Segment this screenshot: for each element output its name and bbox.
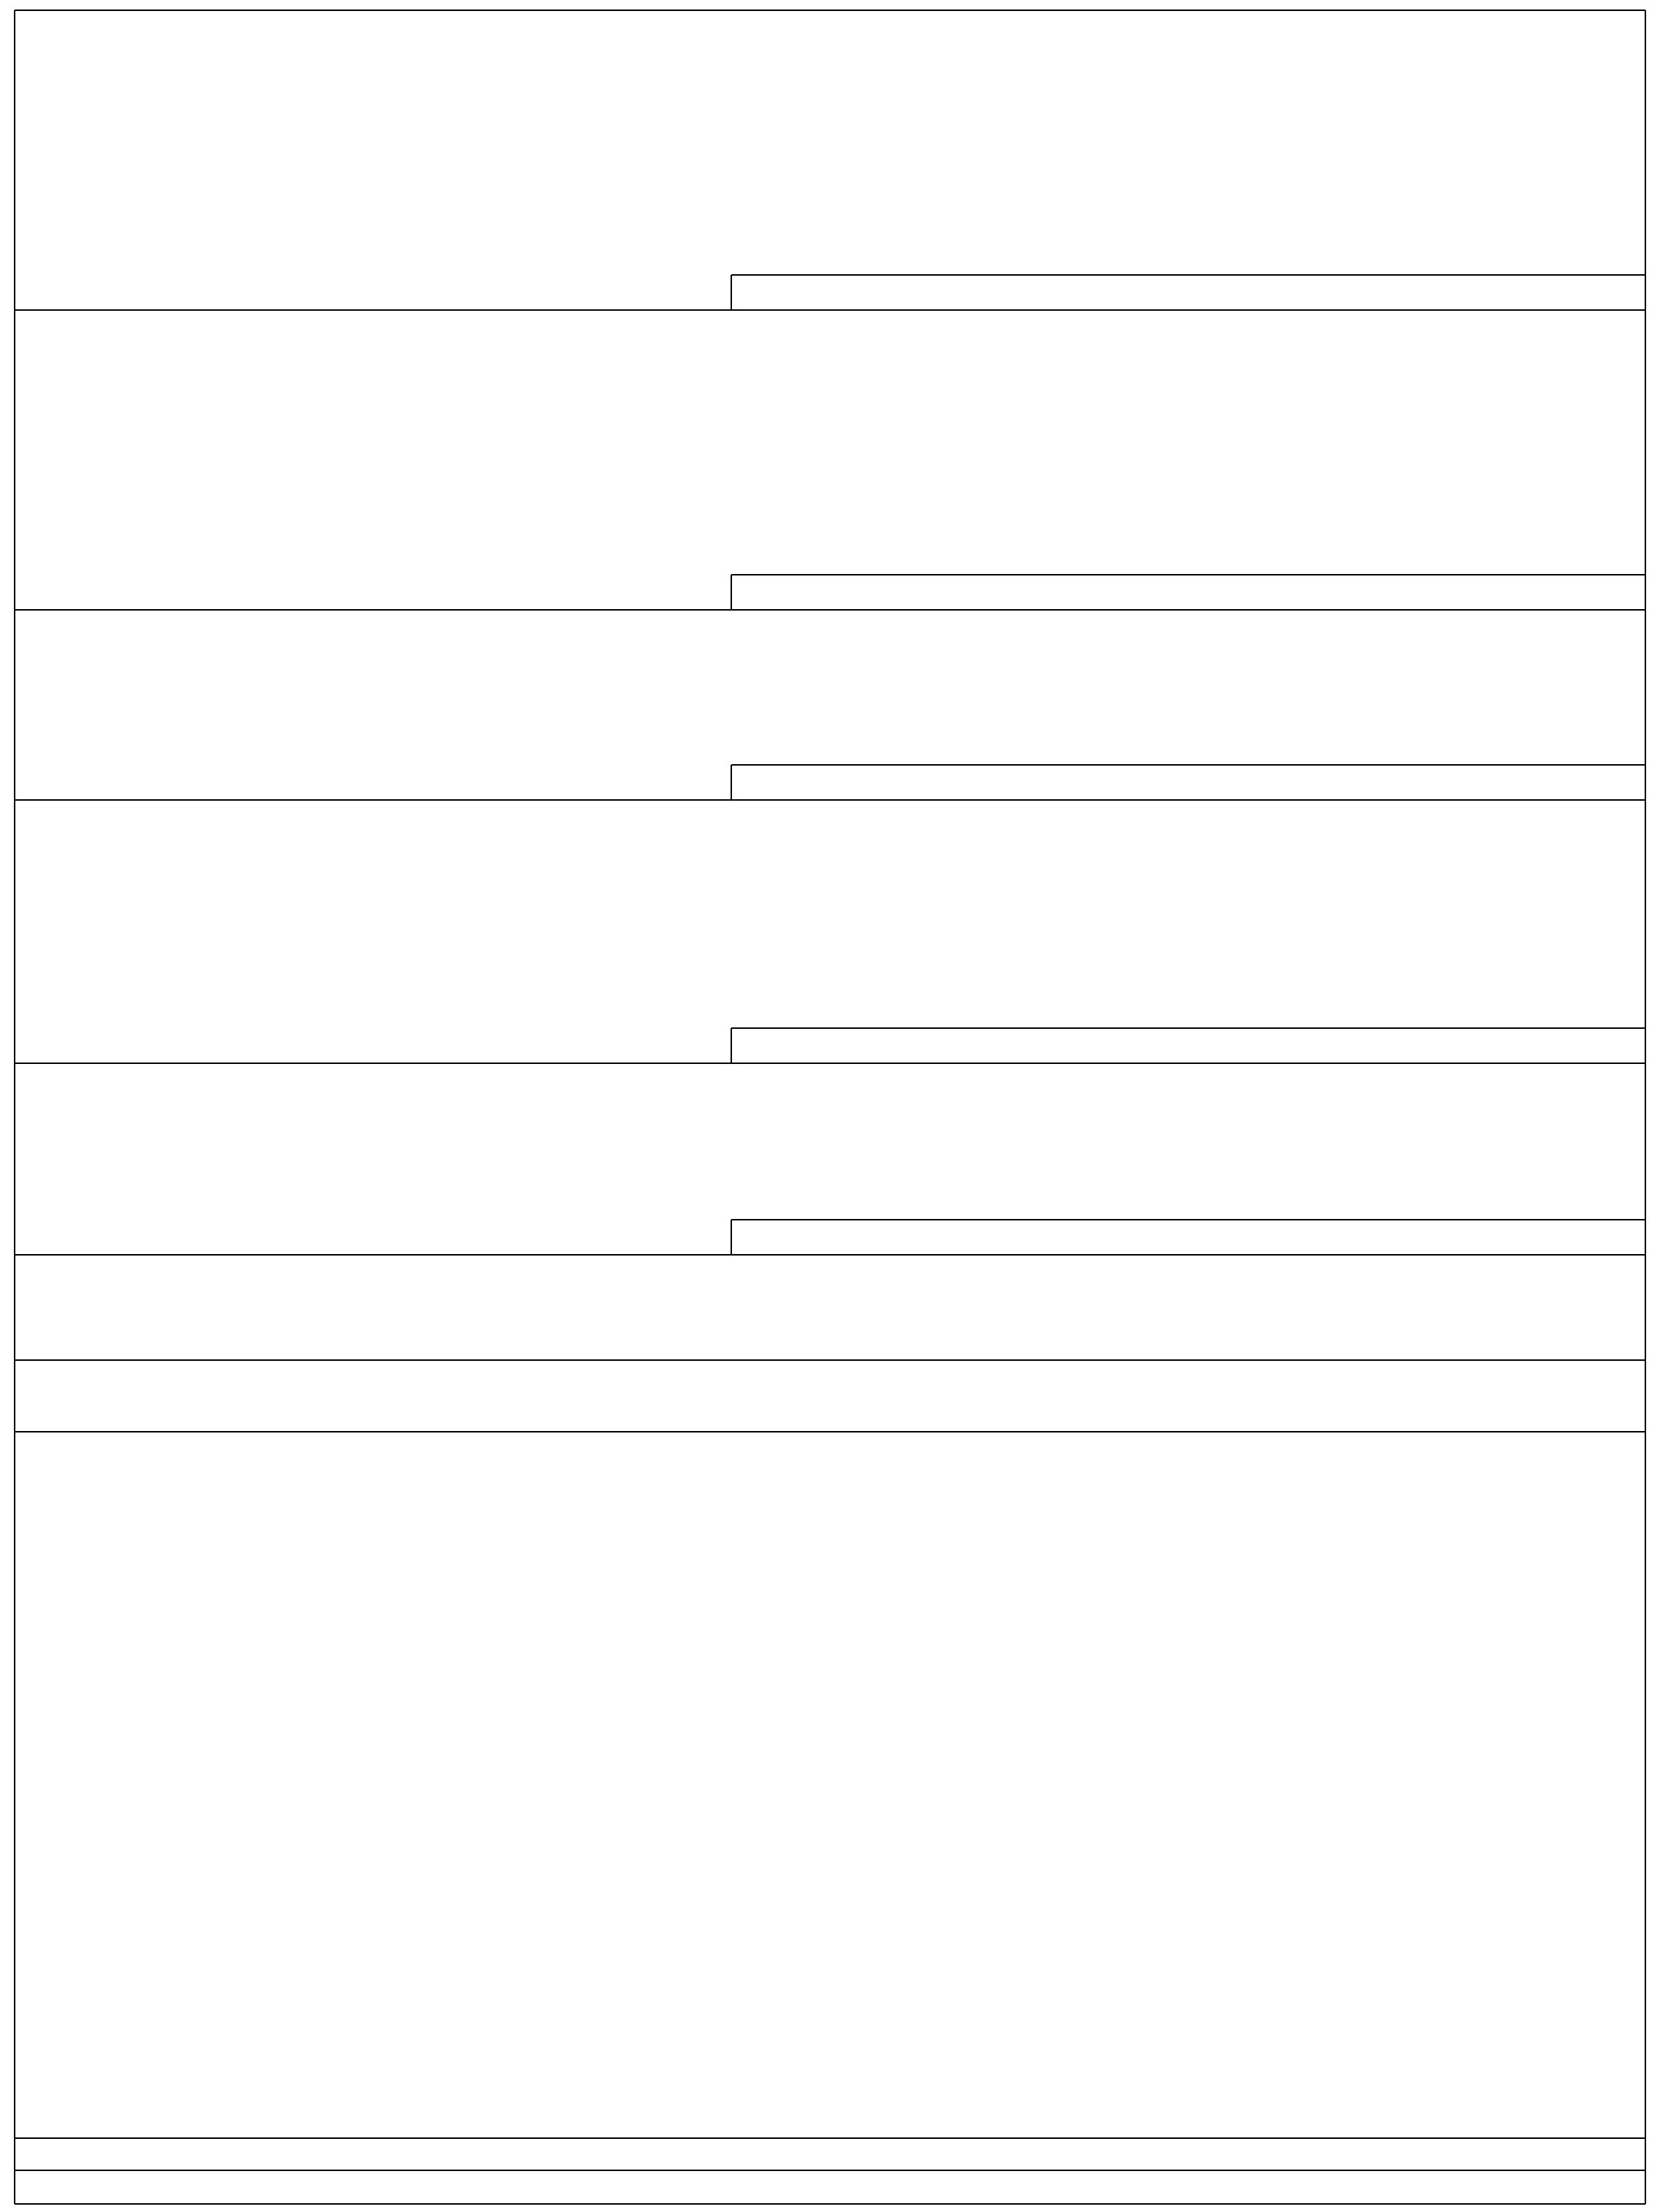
total-box-top: [731, 1219, 1645, 1220]
right-border: [1645, 10, 1646, 2204]
bottom-border: [15, 2203, 1645, 2205]
section-separator: [15, 309, 1645, 311]
total-box-left: [731, 275, 732, 310]
laboratorio-total-label: [227, 770, 242, 799]
section-separator: [15, 609, 1645, 611]
left-border: [14, 10, 15, 2204]
total-box-left: [731, 765, 732, 800]
maintenance-total-bottom: [15, 2170, 1645, 2171]
servicios-medicos-total-label: [227, 1225, 242, 1254]
section-separator: [15, 799, 1645, 801]
section-separator: [15, 1062, 1645, 1064]
seguridad-total-label: [227, 1033, 242, 1062]
total-box-top: [731, 764, 1645, 766]
total-box-top: [731, 274, 1645, 276]
maintenance-total-top: [15, 2137, 1645, 2139]
grand-total-separator: [15, 1359, 1645, 1361]
total-box-left: [731, 575, 732, 610]
section-separator: [15, 1254, 1645, 1256]
total-box-top: [731, 1027, 1645, 1029]
total-box-left: [731, 1028, 732, 1063]
trasiegos-total-label: [227, 580, 242, 609]
top-border: [15, 10, 1645, 11]
total-box-left: [731, 1220, 732, 1255]
blank-row-separator: [15, 1431, 1645, 1432]
instalaciones-marinas-total-label: [227, 280, 242, 309]
total-box-top: [731, 574, 1645, 575]
